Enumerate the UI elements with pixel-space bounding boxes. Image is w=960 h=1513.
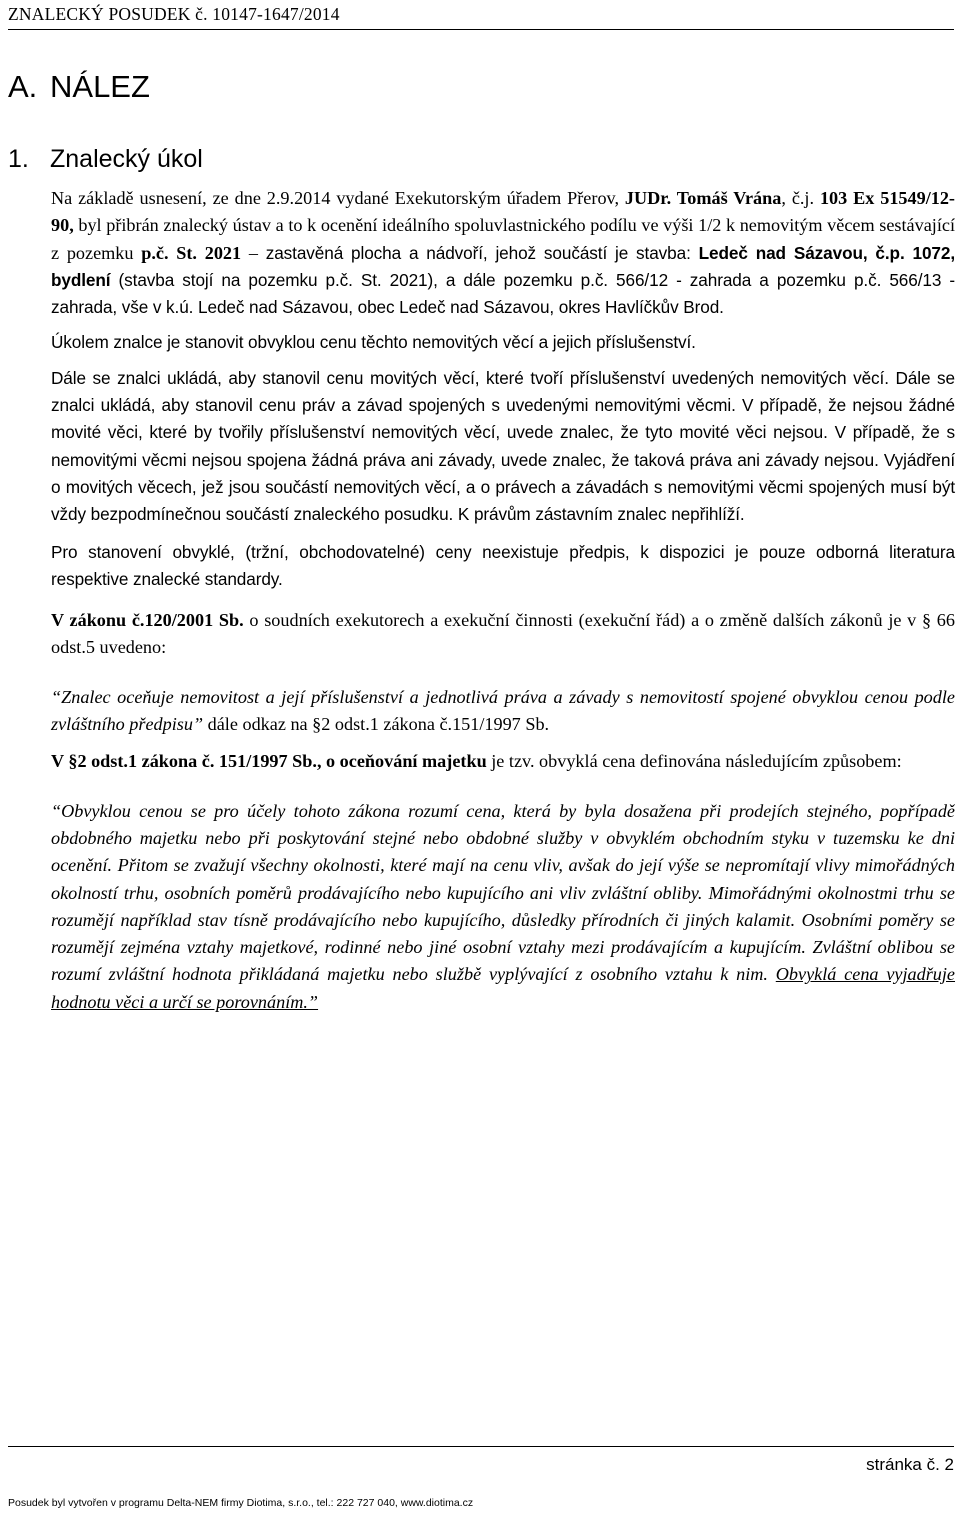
- paragraph-standards: Pro stanovení obvyklé, (tržní, obchodovatelné) ceny neexistuje předpis, k dispozici je pouze odborná literatura respektive znalecké standardy.: [51, 541, 955, 589]
- text-run: zastavěná plocha a nádvoří, jehož součástí je stavba:: [265, 242, 699, 263]
- subsection-title: [8, 145, 203, 174]
- text-run: byl přibrán znalecký ústav a to k ocenění ideálního spoluvlastnického podílu ve výši 1/2 k nemovitým věcem sestávající z pozemku: [51, 215, 955, 263]
- case-number: 103 Ex 51549/12-90,: [51, 188, 955, 236]
- building-address: Ledeč nad Sázavou, č.p. 1072, bydlení: [51, 242, 956, 290]
- paragraph-quote-2: [51, 798, 955, 1016]
- quote-underlined: Obvyklá cena vyjadřuje hodnotu věci a určí se porovnáním.”: [51, 964, 956, 1012]
- text-run: (stavba stojí na pozemku p.č. St. 2021), a dále pozemku p.č. 566/12 - zahrada a pozemku p.č. 566/13 - zahrada, vše v k.ú. Ledeč nad Sázavou, obec Ledeč nad Sázavou, okres Havlíčkův Brod.: [51, 269, 955, 318]
- paragraph-law-reference: [51, 607, 955, 662]
- section-letter: A.: [8, 69, 38, 104]
- law-citation: V §2 odst.1 zákona č. 151/1997 Sb., o oceňování majetku: [51, 751, 487, 772]
- header-rule: [8, 29, 954, 30]
- section-title-text: NÁLEZ: [50, 69, 150, 104]
- section-title: [8, 69, 150, 105]
- document-header: ZNALECKÝ POSUDEK č. 10147-1647/2014: [8, 4, 340, 24]
- body-text: [51, 185, 955, 1016]
- subsection-title-text: Znalecký úkol: [50, 145, 203, 173]
- text-run: Na základě usnesení, ze dne 2.9.2014 vydané Exekutorským úřadem Přerov,: [51, 188, 625, 208]
- paragraph-assignment: [51, 185, 955, 321]
- paragraph-definition-intro: [51, 748, 955, 775]
- paragraph-task: Úkolem znalce je stanovit obvyklou cenu těchto nemovitých věcí a jejich příslušenství.: [51, 332, 696, 353]
- subsection-number: 1.: [8, 145, 29, 173]
- text-run: , č.j.: [781, 188, 820, 208]
- text-run: je tzv. obvyklá cena definována následujícím způsobem:: [486, 751, 902, 772]
- law-citation: V zákonu č.120/2001 Sb.: [51, 610, 244, 631]
- page-number: stránka č. 2: [866, 1455, 954, 1474]
- footer-rule: [8, 1446, 954, 1447]
- parcel-number: p.č. St. 2021: [141, 242, 242, 263]
- paragraph-instructions: Dále se znalci ukládá, aby stanovil cenu movitých věcí, které tvoří příslušenství uvedených nemovitých věcí. Dále se znalci ukládá, aby stanovil cenu práv a závad spojených s uvedenými nemovitými věcmi. V případě, že nejsou žádné movité věci, které by tvořily příslušenství nemovitých věcí, uvede znalec, že tyto movité věci nejsou. V případě, že s nemovitými věcmi nejsou spojena žádná práva ani závady, uvede znalec, že taková práva ani závady nejsou. Vyjádření o movitých věcech, jež jsou součástí nemovitých věcí, a o právech a závadách s nemovitými věcmi spojených musí být vždy bezpodmínečnou součástí znaleckého posudku. K právům zástavním znalec nepřihlíží.: [51, 367, 955, 525]
- text-run: –: [241, 242, 266, 263]
- text-run: dále odkaz na §2 odst.1 zákona č.151/1997 Sb.: [203, 714, 550, 735]
- software-note: Posudek byl vytvořen v programu Delta-NEM firmy Diotima, s.r.o., tel.: 222 727 040, www.diotima.cz: [8, 1497, 474, 1509]
- executor-name: JUDr. Tomáš Vrána: [624, 188, 782, 208]
- quote-text: “Znalec oceňuje nemovitost a její příslušenství a jednotlivá práva a závady s nemovitostí spojené obvyklou cenou podle zvláštního předpisu”: [51, 686, 955, 735]
- paragraph-quote-1: [51, 684, 955, 739]
- text-run: o soudních exekutorech a exekuční činnosti (exekuční řád) a o změně dalších zákonů je v § 66 odst.5 uvedeno:: [51, 610, 955, 658]
- quote-text: “Obvyklou cenou se pro účely tohoto zákona rozumí cena, která by byla dosažena při prodejích stejného, popřípadě obdobného majetku nebo při poskytování stejné nebo obdobné služby v obvyklém obchodním styku v tuzemsku ke dni ocenění. Přitom se zvažují všechny okolnosti, které mají na cenu vliv, avšak do její výše se nepromítají vlivy mimořádných okolností trhu, osobních poměrů prodávajícího nebo kupujícího ani vliv zvláštní obliby. Mimořádnými okolnostmi trhu se rozumějí například stav tísně prodávajícího nebo kupujícího, důsledky přírodních či jiných kalamit. Osobními poměry se rozumějí zejména vztahy majetkové, rodinné nebo jiné osobní vztahy mezi prodávajícím a kupujícím. Zvláštní oblibou se rozumí zvláštní hodnota přikládaná majetku nebo službě vyplývající z osobního vztahu k nim.: [51, 800, 955, 985]
